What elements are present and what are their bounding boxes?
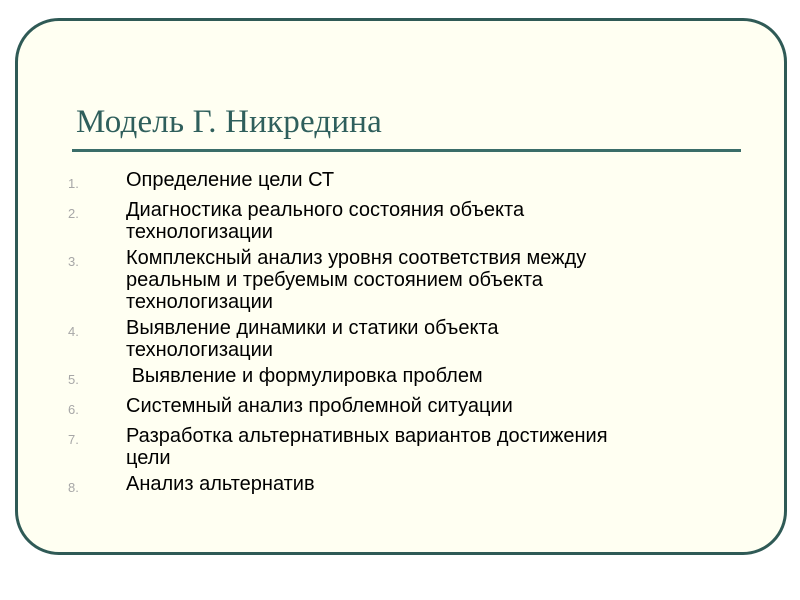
list-item — [68, 395, 738, 421]
list-item — [68, 169, 738, 195]
list-text: Системный анализ проблемной ситуации — [126, 395, 513, 417]
list-text: Разработка альтернативных вариантов достижения цели — [126, 425, 608, 469]
list-number: 2. — [68, 206, 79, 221]
list-number: 6. — [68, 402, 79, 417]
list-text: Определение цели СТ — [126, 169, 335, 191]
steps-list — [68, 169, 738, 503]
list-number: 5. — [68, 372, 79, 387]
list-number: 1. — [68, 176, 79, 191]
title-underline — [72, 149, 741, 152]
list-item — [68, 247, 738, 313]
list-item — [68, 199, 738, 243]
slide-title: Модель Г. Никредина — [76, 104, 382, 140]
list-item — [68, 365, 738, 391]
list-item — [68, 425, 738, 469]
list-text: Комплексный анализ уровня соответствия между реальным и требуемым состоянием объекта технологизации — [126, 247, 587, 313]
list-text: Анализ альтернатив — [126, 473, 315, 495]
list-text: Выявление динамики и статики объекта технологизации — [126, 317, 499, 361]
list-item — [68, 317, 738, 361]
list-text: Диагностика реального состояния объекта технологизации — [126, 199, 525, 243]
list-text: Выявление и формулировка проблем — [126, 365, 483, 387]
list-number: 8. — [68, 480, 79, 495]
list-number: 7. — [68, 432, 79, 447]
list-item — [68, 473, 738, 499]
list-number: 3. — [68, 254, 79, 269]
list-number: 4. — [68, 324, 79, 339]
